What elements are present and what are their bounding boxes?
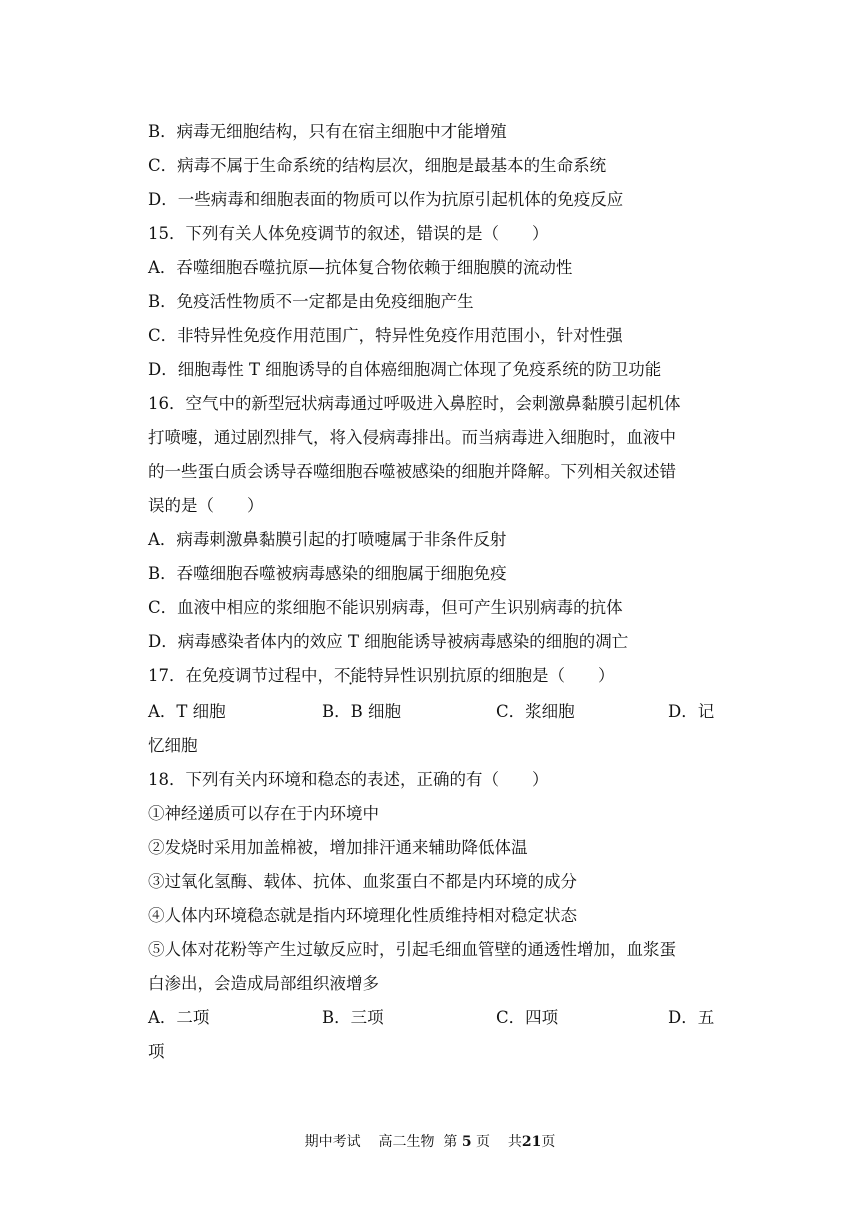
footer-page-suffix: 页 — [476, 1134, 491, 1150]
q14-option-b: B．病毒无细胞结构，只有在宿主细胞中才能增殖 — [148, 122, 507, 141]
page-footer — [0, 1133, 860, 1151]
q16-option-d: D．病毒感染者体内的效应 T 细胞能诱导被病毒感染的细胞的凋亡 — [148, 632, 629, 651]
q17-emphasis: 不能 — [334, 666, 367, 685]
q18-statement-3: ③过氧化氢酶、载体、抗体、血浆蛋白不都是内环境的成分 — [148, 872, 577, 891]
q16-option-b: B．吞噬细胞吞噬被病毒感染的细胞属于细胞免疫 — [148, 564, 507, 583]
q15-option-d: D．细胞毒性 T 细胞诱导的自体癌细胞凋亡体现了免疫系统的防卫功能 — [148, 360, 662, 379]
q18-statement-5-line2: 白渗出，会造成局部组织液增多 — [148, 974, 379, 993]
q18-statement-4: ④人体内环境稳态就是指内环境理化性质维持相对稳定状态 — [148, 906, 577, 925]
q18-option-d: D．五 — [668, 1008, 715, 1027]
question-15-stem: 15．下列有关人体免疫调节的叙述，错误的是（ ） — [148, 224, 549, 243]
q17-stem-suffix: 特异性识别抗原的细胞是（ ） — [367, 666, 615, 685]
question-17-stem — [148, 666, 615, 686]
q17-option-d-continued: 忆细胞 — [148, 736, 198, 755]
q18-option-c: C．四项 — [496, 1008, 559, 1027]
q16-option-c: C．血液中相应的浆细胞不能识别病毒，但可产生识别病毒的抗体 — [148, 598, 623, 617]
q17-stem-prefix: 17．在免疫调节过程中， — [148, 666, 334, 685]
footer-subject: 高二生物 — [378, 1134, 435, 1150]
q18-statement-5-line1: ⑤人体对花粉等产生过敏反应时，引起毛细血管壁的通透性增加，血浆蛋 — [148, 940, 676, 959]
footer-page-prefix: 第 — [443, 1134, 458, 1150]
question-16-stem-line1: 16．空气中的新型冠状病毒通过呼吸进入鼻腔时，会刺激鼻黏膜引起机体 — [148, 394, 681, 413]
q18-option-d-continued: 项 — [148, 1042, 165, 1061]
q18-option-a: A．二项 — [148, 1008, 210, 1027]
q15-option-a: A．吞噬细胞吞噬抗原—抗体复合物依赖于细胞膜的流动性 — [148, 258, 573, 277]
footer-exam: 期中考试 — [304, 1134, 361, 1150]
q15-option-c: C．非特异性免疫作用范围广，特异性免疫作用范围小，针对性强 — [148, 326, 623, 345]
q18-statement-2: ②发烧时采用加盖棉被，增加排汗通来辅助降低体温 — [148, 838, 528, 857]
q17-option-d: D．记 — [668, 702, 715, 721]
footer-total-suffix: 页 — [541, 1134, 556, 1150]
q16-option-a: A．病毒刺激鼻黏膜引起的打喷嚏属于非条件反射 — [148, 530, 507, 549]
q17-option-c: C．浆细胞 — [496, 702, 575, 721]
question-16-stem-line4: 误的是（ ） — [148, 496, 264, 515]
footer-total-prefix: 共 — [507, 1134, 522, 1150]
q18-statement-1: ①神经递质可以存在于内环境中 — [148, 804, 379, 823]
question-16-stem-line2: 打喷嚏，通过剧烈排气，将入侵病毒排出。而当病毒进入细胞时，血液中 — [148, 428, 676, 447]
q14-option-d: D．一些病毒和细胞表面的物质可以作为抗原引起机体的免疫反应 — [148, 190, 624, 209]
question-18-stem: 18．下列有关内环境和稳态的表述，正确的有（ ） — [148, 770, 549, 789]
q15-option-b: B．免疫活性物质不一定都是由免疫细胞产生 — [148, 292, 474, 311]
q14-option-c: C．病毒不属于生命系统的结构层次，细胞是最基本的生命系统 — [148, 156, 607, 175]
q17-option-a: A．T 细胞 — [148, 702, 226, 721]
q17-option-b: B．B 细胞 — [322, 702, 401, 721]
footer-total-pages: 21 — [521, 1134, 542, 1150]
q18-option-b: B．三项 — [322, 1008, 384, 1027]
question-16-stem-line3: 的一些蛋白质会诱导吞噬细胞吞噬被感染的细胞并降解。下列相关叙述错 — [148, 462, 676, 481]
footer-page-number: 5 — [461, 1134, 472, 1150]
